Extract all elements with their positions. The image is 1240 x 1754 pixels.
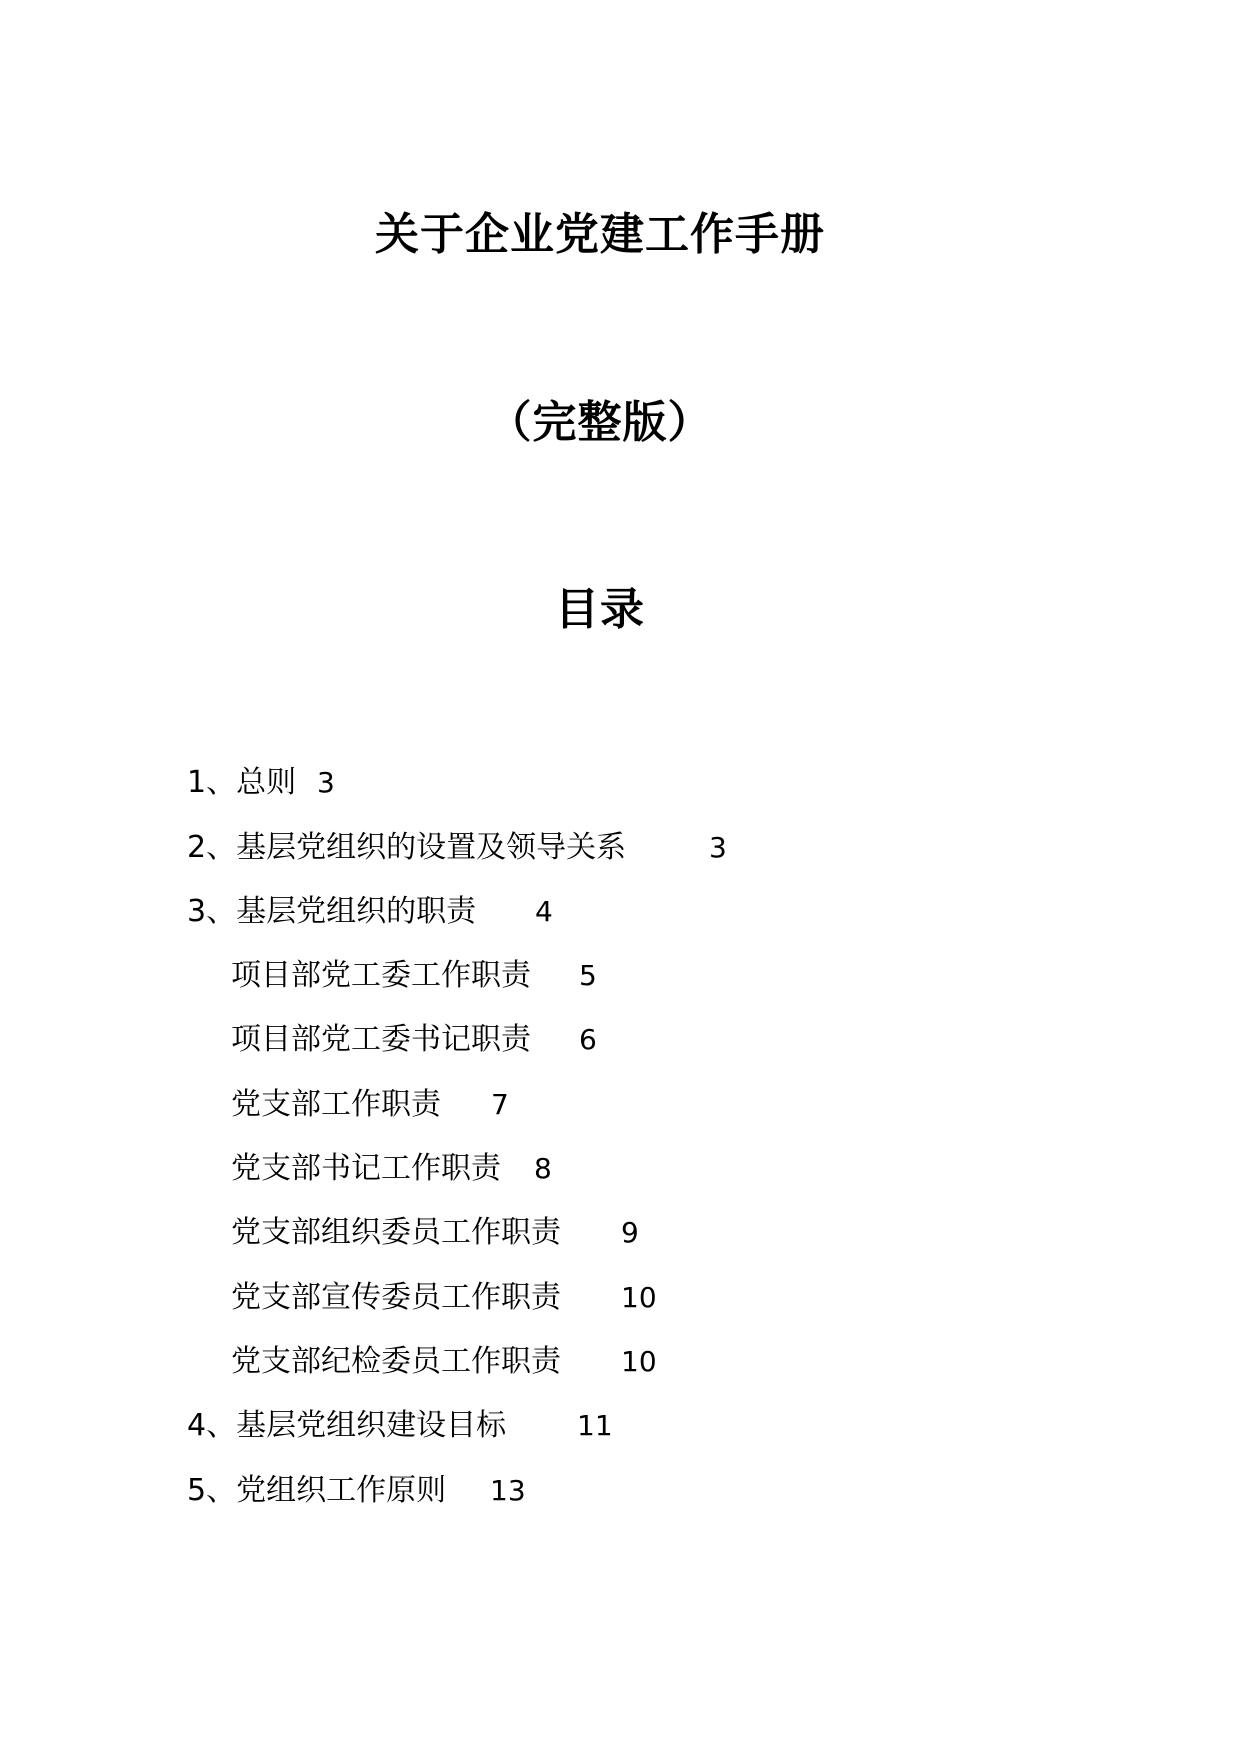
toc-item-label: 2、基层党组织的设置及领导关系 [187,830,627,865]
toc-heading: 目录 [555,584,645,635]
toc-item-label: 党支部书记工作职责 [231,1151,501,1186]
toc-item-page: 7 [491,1088,509,1121]
toc-item[interactable] [231,1342,657,1382]
toc-item-page: 10 [621,1281,657,1314]
toc-item-label: 项目部党工委书记职责 [231,1022,531,1057]
toc-item[interactable] [187,1471,526,1511]
toc-item-page: 3 [317,766,335,799]
toc-item-label: 项目部党工委工作职责 [231,958,531,993]
toc-item[interactable] [231,1020,597,1060]
toc-item[interactable] [231,1213,639,1253]
toc-item-page: 9 [621,1216,639,1249]
toc-item-label: 5、党组织工作原则 [187,1473,447,1508]
toc-item-label: 党支部纪检委员工作职责 [231,1344,561,1379]
toc-item[interactable] [187,763,335,803]
toc-item-label: 党支部工作职责 [231,1087,441,1122]
toc-item[interactable] [187,828,727,868]
toc-item-label: 党支部宣传委员工作职责 [231,1280,561,1315]
toc-item-label: 党支部组织委员工作职责 [231,1215,561,1250]
toc-item-page: 13 [490,1474,526,1507]
toc-item[interactable] [231,1085,509,1125]
toc-item-label: 3、基层党组织的职责 [187,894,477,929]
toc-item-page: 6 [579,1023,597,1056]
toc-item[interactable] [231,1149,552,1189]
document-subtitle: （完整版） [487,397,713,448]
toc-item-page: 10 [621,1345,657,1378]
toc-item[interactable] [231,956,597,996]
toc-item-page: 4 [535,895,553,928]
toc-item-label: 4、基层党组织建设目标 [187,1408,507,1443]
toc-item-page: 5 [579,959,597,992]
toc-item-page: 11 [577,1409,613,1442]
toc-item[interactable] [231,1278,657,1318]
toc-item[interactable] [187,1406,613,1446]
toc-item-page: 8 [534,1152,552,1185]
document-title: 关于企业党建工作手册 [375,209,825,260]
toc-item-label: 1、总则 [187,765,297,800]
toc-item-page: 3 [709,831,727,864]
toc-item[interactable] [187,892,553,932]
